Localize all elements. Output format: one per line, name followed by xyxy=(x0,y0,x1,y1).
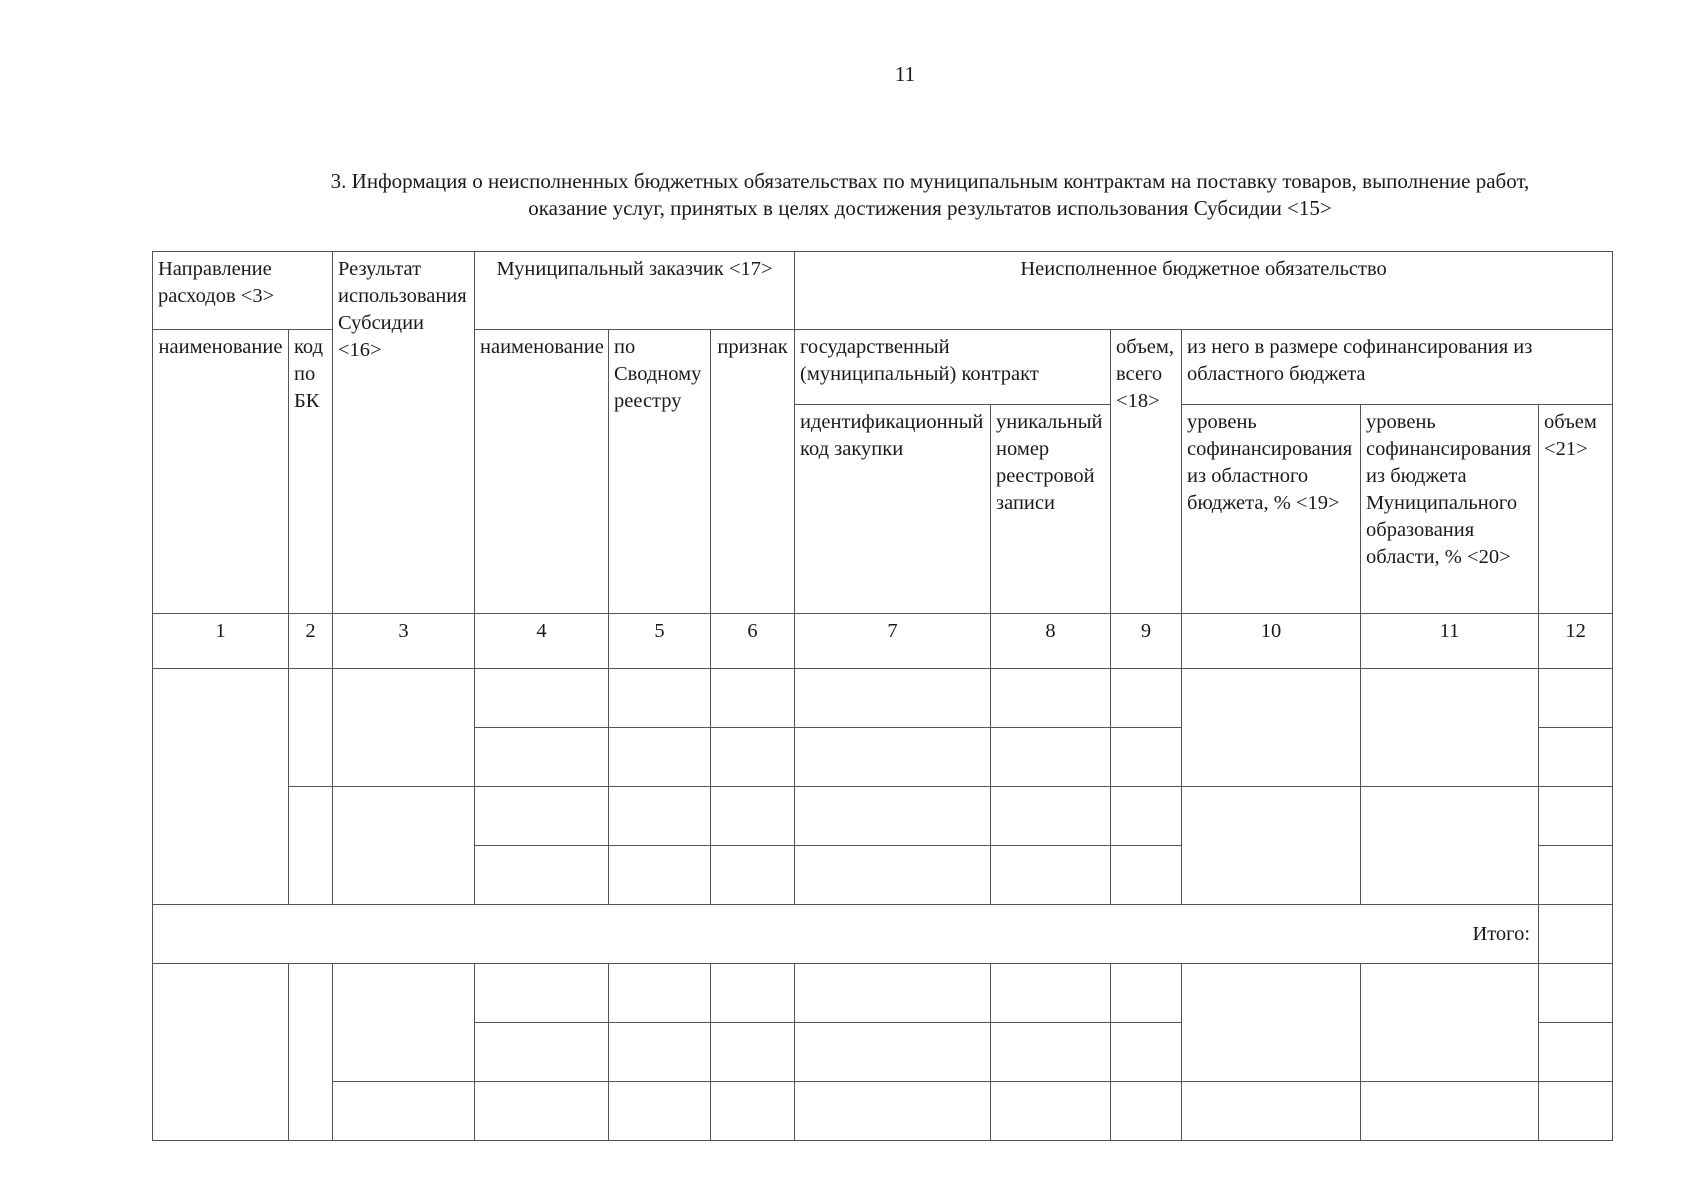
table-cell xyxy=(1361,669,1539,787)
table-cell xyxy=(991,964,1111,1023)
column-number: 1 xyxy=(153,614,289,669)
header-customer: Муниципальный заказчик <17> xyxy=(475,252,795,330)
header-customer-name: наименование xyxy=(475,330,609,614)
table-cell xyxy=(153,964,289,1141)
header-level-municipal: уровень софинансирования из бюджета Муниципального образования области, % <20> xyxy=(1361,405,1539,614)
column-number-row xyxy=(153,614,1613,669)
table-cell xyxy=(711,1023,795,1082)
table-cell xyxy=(609,728,711,787)
column-number: 8 xyxy=(991,614,1111,669)
column-number: 5 xyxy=(609,614,711,669)
table-cell xyxy=(1182,1082,1361,1141)
table-row xyxy=(153,669,1613,728)
table-cell xyxy=(795,1023,991,1082)
column-number: 2 xyxy=(289,614,333,669)
column-number: 10 xyxy=(1182,614,1361,669)
table-cell xyxy=(1111,964,1182,1023)
table-cell xyxy=(795,728,991,787)
column-number: 4 xyxy=(475,614,609,669)
table-row xyxy=(153,787,1613,846)
header-volume-total: объем, всего <18> xyxy=(1111,330,1182,614)
table-cell xyxy=(711,846,795,905)
table-row xyxy=(153,964,1613,1023)
table-row xyxy=(153,1082,1613,1141)
header-purchase-code: идентификационный код закупки xyxy=(795,405,991,614)
table-cell xyxy=(711,1082,795,1141)
header-cofinancing: из него в размере софинансирования из областного бюджета xyxy=(1182,330,1613,405)
table-cell xyxy=(1182,787,1361,905)
table-cell xyxy=(1539,787,1613,846)
table-cell xyxy=(475,1082,609,1141)
table-cell xyxy=(153,669,289,905)
column-number: 9 xyxy=(1111,614,1182,669)
header-subsidy-result: Результат использования Субсидии <16> xyxy=(333,252,475,614)
table-cell xyxy=(795,846,991,905)
table-cell xyxy=(795,1082,991,1141)
total-value-cell xyxy=(1539,905,1613,964)
header-volume: объем <21> xyxy=(1539,405,1613,614)
table-cell xyxy=(711,669,795,728)
table-cell xyxy=(1361,787,1539,905)
table-cell xyxy=(333,669,475,787)
table-cell xyxy=(289,787,333,905)
table-cell xyxy=(1182,669,1361,787)
table-cell xyxy=(475,787,609,846)
table-cell xyxy=(289,669,333,787)
table-cell xyxy=(991,846,1111,905)
table-cell xyxy=(609,1023,711,1082)
section-title-line-1: 3. Информация о неисполненных бюджетных обязательствах по муниципальным контрактам на поставку товаров, выполнение работ, xyxy=(330,169,1530,193)
table-cell xyxy=(711,728,795,787)
table-cell xyxy=(609,787,711,846)
table-cell xyxy=(475,1023,609,1082)
table-cell xyxy=(609,669,711,728)
header-customer-sign: признак xyxy=(711,330,795,614)
table-cell xyxy=(333,964,475,1082)
column-number: 11 xyxy=(1361,614,1539,669)
table-cell xyxy=(1182,964,1361,1082)
page-number: 11 xyxy=(894,62,916,86)
table-cell xyxy=(1111,787,1182,846)
column-number: 12 xyxy=(1539,614,1613,669)
header-expense-name: наименование xyxy=(153,330,289,614)
table-cell xyxy=(475,669,609,728)
header-registry-number: уникальный номер реестровой записи xyxy=(991,405,1111,614)
table-cell xyxy=(991,728,1111,787)
table-cell xyxy=(1539,669,1613,728)
header-expense-direction: Направление расходов <3> xyxy=(153,252,333,330)
total-row xyxy=(153,905,1613,964)
table-cell xyxy=(1111,846,1182,905)
table-cell xyxy=(795,787,991,846)
section-title xyxy=(230,168,1630,222)
header-expense-kbk: код по БК xyxy=(289,330,333,614)
table-cell xyxy=(795,669,991,728)
header-customer-registry: по Сводному реестру xyxy=(609,330,711,614)
table-cell xyxy=(795,964,991,1023)
header-obligation: Неисполненное бюджетное обязательство xyxy=(795,252,1613,330)
header-row-1 xyxy=(153,252,1613,330)
table-cell xyxy=(609,1082,711,1141)
table-cell xyxy=(711,787,795,846)
table-cell xyxy=(333,787,475,905)
table-cell xyxy=(991,787,1111,846)
table-cell xyxy=(1539,846,1613,905)
table-cell xyxy=(1539,1023,1613,1082)
table-cell xyxy=(1111,728,1182,787)
header-level-regional: уровень софинансирования из областного бюджета, % <19> xyxy=(1182,405,1361,614)
table-cell xyxy=(1111,1023,1182,1082)
table-cell xyxy=(475,964,609,1023)
total-label: Итого: xyxy=(153,905,1539,964)
column-number: 3 xyxy=(333,614,475,669)
column-number: 7 xyxy=(795,614,991,669)
table-cell xyxy=(1361,964,1539,1082)
section-title-line-2: оказание услуг, принятых в целях достижения результатов использования Субсидии <15> xyxy=(528,196,1332,220)
obligations-table xyxy=(152,251,1613,1141)
table-cell xyxy=(475,846,609,905)
table-cell xyxy=(475,728,609,787)
table-cell xyxy=(991,1082,1111,1141)
table-cell xyxy=(991,669,1111,728)
table-cell xyxy=(289,964,333,1141)
table-cell xyxy=(609,964,711,1023)
table-cell xyxy=(1539,1082,1613,1141)
table-cell xyxy=(991,1023,1111,1082)
header-contract: государственный (муниципальный) контракт xyxy=(795,330,1111,405)
table-cell xyxy=(1539,728,1613,787)
table-cell xyxy=(1111,669,1182,728)
column-number: 6 xyxy=(711,614,795,669)
table-cell xyxy=(1539,964,1613,1023)
table-cell xyxy=(711,964,795,1023)
table-cell xyxy=(1111,1082,1182,1141)
table-cell xyxy=(609,846,711,905)
table-cell xyxy=(333,1082,475,1141)
table-cell xyxy=(1361,1082,1539,1141)
